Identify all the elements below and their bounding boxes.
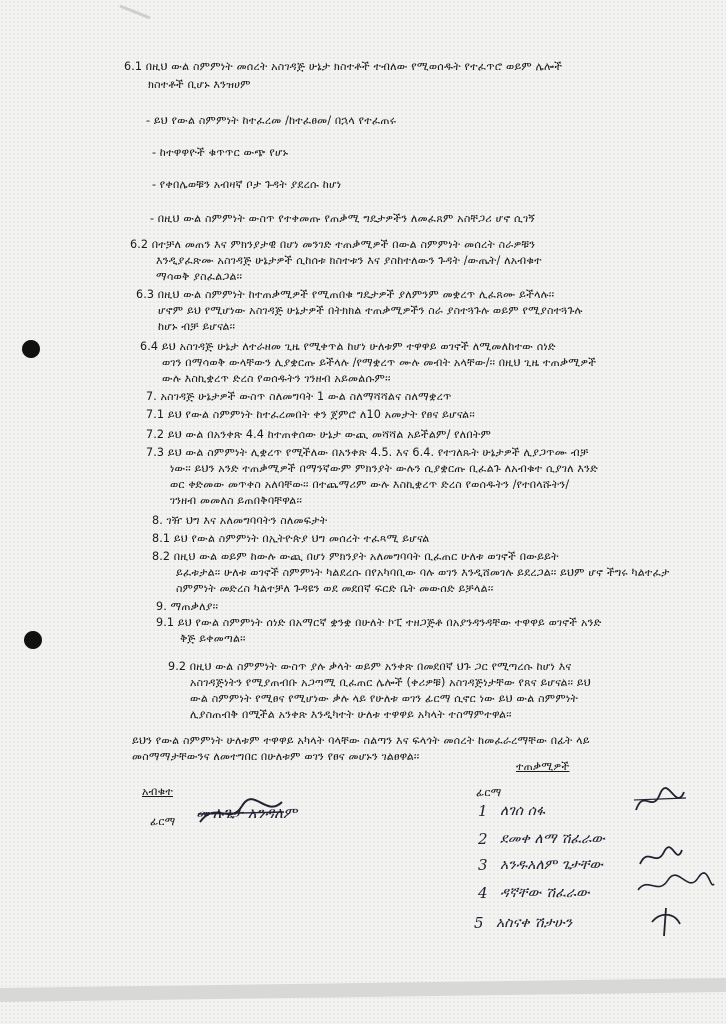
clause-6-2: 6.2 በተቻለ መጠን እና ምክንያታዊ በሆነ መንገድ ተጠቃሚዎች በውል ስምምነት መሰረት ስራዎቹን — [130, 238, 536, 251]
punch-hole-top — [22, 340, 40, 358]
handwritten-signature-left — [196, 796, 286, 830]
clause-8-2: 8.2 በዚህ ውል ወይም ከውሉ ውጪ በሆነ ምክንያት አለመግባባት ቢፈጠር ሁለቱ ወገኖች በውይይት — [152, 550, 559, 563]
signer-5-signature-mark — [646, 904, 686, 940]
signer-3-signature-mark — [636, 842, 686, 872]
signatory-right-label: ተጠቃሚዎች — [516, 760, 570, 773]
clause-7-3-cont-1: ነው፡፡ ይህን አንድ ተጠቃሚዎች በማንኛውም ምክንያት ውሉን ሲያቋርጡ ቢፈልጉ ለአብቁተ ሲያገለ እንድ — [170, 462, 598, 475]
signer-2-name: ደመቀ ለማ ሽፈራው — [500, 831, 605, 847]
signer-4-number: 4 — [478, 884, 488, 902]
clause-7-3: 7.3 ይህ ውል ስምምነት ሊቋረጥ የሚችለው በአንቀጽ 4.5. እና 6.4. የተገለጹት ሁኔታዎች ሊያጋጥሙ ብቻ — [146, 446, 589, 459]
clause-7-3-cont-2: ወር ቀድመው መጥቀስ አለባቸው፡፡ በተጨማሪም ውሉ እስኪቋረጥ ድረስ የወሰዱትን /የተበላሹትን/ — [170, 478, 570, 491]
bullet-1: - ይህ የውል ስምምነት ከተፈረመ /ከተፈፀመ/ በኋላ የተፈጠሩ — [146, 114, 397, 127]
bullet-2: - ከተዋዋዮች ቁጥጥር ውጭ የሆኑ — [152, 146, 289, 159]
signer-4-signature-mark — [634, 870, 718, 900]
signer-2-number: 2 — [478, 830, 488, 848]
clause-6-4-cont-2: ውሉ እስኪቋረጥ ድረስ የወሰዱትን ገንዘብ አይመልሱም፡፡ — [162, 372, 391, 385]
clause-6-3: 6.3 በዚህ ውል ስምምነት ከተጠቃሚዎች የሚጠበቁ ግዴታዎች ያለምንም መቋረጥ ሊፈጸሙ ይችላሉ፡፡ — [136, 288, 555, 301]
signatory-left-signature: ሙሉጌታ አንዳለም — [196, 804, 298, 822]
clause-6-3-cont-1: ሆኖም ይህ የሚሆነው አስገዳጅ ሁኔታዎች በትክክል ተጠቃሚዎችን ስራ ያስተጓጉሉ ወይም የሚያስተጓጉሉ — [158, 304, 583, 317]
clause-6-1-cont: ክስተቶች ቢሆኑ እንዝሀም — [148, 78, 251, 91]
signer-4-name: ዳኛቸው ሽፈራው — [500, 885, 590, 901]
signer-1-number: 1 — [478, 802, 488, 820]
clause-6-1: 6.1 በዚህ ውል ስምምነት መሰረት አስገዳጅ ሁኔታ ክስተቶች ተብለው የሚወሰዱት የተፈጥሮ ወይም ሌሎች — [124, 60, 563, 73]
clause-9-2: 9.2 በዚህ ውል ስምምነት ውስጥ ያሉ ቃላት ወይም አንቀጽ በመደበኛ ህጉ ጋር የሚጣረሱ ከሆነ እና — [168, 660, 572, 673]
bullet-3: - የቀበሌወቹን አብዛኛ ቦታ ጉዳት ያደረሱ ከሆነ — [152, 178, 342, 191]
clause-6-2-cont-1: እንዲያፈጽሙ አስገዳጅ ሁኔታዎች ሲከሰቱ ክስተቱን እና ያስከተለውን ጉዳት /ውጤት/ ለአብቁተ — [156, 254, 542, 267]
signatory-right-sign-label: ፊርማ — [476, 786, 502, 799]
section-9: 9. ማጠቃለያ፡፡ — [156, 600, 219, 613]
punch-hole-bottom — [24, 631, 42, 649]
closing-statement-cont: መስማማታቸውንና ለመተግበር በሁለቱም ወገን የፀና መሆኑን ገልፀዋል፡፡ — [132, 750, 420, 763]
clause-8-2-cont-2: ስምምነት መድረስ ካልተቻለ ጉዳዩን ወደ መደበኛ ፍርድ ቤት መውሰድ ይቻላል፡፡ — [176, 582, 494, 595]
clause-8-1: 8.1 ይህ የውል ስምምነት በኢትዮጵያ ህግ መሰረት ተፈጻሚ ይሆናል — [152, 532, 430, 545]
closing-statement: ይህን የውል ስምምነት ሁለቱም ተዋዋይ አካላት ባላቸው ስልጣን እና ፍላጎት መሰረት ከመፈራረማቸው በፊት ላይ — [132, 734, 590, 747]
clause-7-2: 7.2 ይህ ውል በአንቀጽ 4.4 ከተጠቀሰው ሁኔታ ውጪ መሻሻል አይችልም/ የለበትም — [146, 428, 492, 441]
signer-1-name: ለገሰ ሰፋ — [500, 803, 546, 819]
clause-8-2-cont-1: ይፈቱታል፡፡ ሁለቱ ወገኖች ስምምነት ካልደረሱ በየአካባቢው ባሉ ወገን እንዲሸመገሉ ይደረጋል፡፡ ይህም ሆኖ ችግሩ ካልተፈታ — [176, 566, 670, 579]
clause-6-4: 6.4 ይህ አስገዳጅ ሁኔታ ለተራዘመ ጊዜ የሚቀጥል ከሆነ ሁለቱም ተዋዋይ ወገኖች ለሚመለከተው ሰነድ — [140, 340, 556, 353]
signer-1-signature-mark — [630, 786, 690, 816]
bullet-4: - በዚህ ውል ስምምነት ውስጥ የተቀመጡ የጠቃሚ ግዴታዎችን ለመፈጸም አስቸጋሪ ሆኖ ሲገኝ — [150, 212, 536, 225]
clause-7-1: 7.1 ይህ የውል ስምምነት ከተፈረመበት ቀን ጀምሮ ለ10 አመታት የፀና ይሆናል፡፡ — [146, 408, 475, 421]
clause-9-2-cont-2: ውል ስምምነት የሚፀና የሚሆነው ቃሉ ላይ የሁለቱ ወገን ፊርማ ሲኖር ነው ይህ ውል ስምምነት — [190, 692, 579, 705]
signer-3-name: አንዱአለም ጌታቸው — [500, 857, 603, 873]
signatory-left-sign-label: ፊርማ — [150, 815, 176, 828]
clause-9-2-cont-3: ሊያስጠብቅ በሚችል አንቀጽ እንዲካተት ሁለቱ ተዋዋይ አካላት ተስማምተዋል፡፡ — [190, 708, 512, 721]
clause-9-1-cont: ቅጅ ይቀመጣል፡፡ — [180, 632, 246, 645]
signer-5-number: 5 — [474, 914, 484, 932]
clause-6-3-cont-2: ከሆኑ ብቻ ይሆናል፡፡ — [158, 320, 236, 333]
signer-3-number: 3 — [478, 856, 488, 874]
section-8: 8. ገዥ ህግ እና አለመግባባትን ስለመፍታት — [152, 514, 328, 527]
signatory-left-label: አብቁተ — [142, 785, 173, 798]
clause-9-1: 9.1 ይህ የውል ስምምነት ሰነድ በአማርኛ ቋንቋ በሁለት ኮፒ ተዘጋጅቶ በአያንዳንዳቸው ተዋዋይ ወገኖች አንድ — [156, 616, 602, 629]
clause-6-2-cont-2: ማሳወቅ ያስፈልጋል፡፡ — [156, 270, 243, 283]
clause-9-2-cont-1: አስገዳጅነትን የሚያጠብቡ አጋጣሚ ቢፈጠር ሌሎች (ቀሪዎቹ) አስገዳጅነታቸው የጸና ይሆናል፡፡ ይህ — [190, 676, 591, 689]
section-7: 7. አስገዳጅ ሁኔታዎች ውስጥ ስለመግባት 1 ውል ስለማሻሻልና ስለማቋረጥ — [146, 390, 452, 403]
clause-6-4-cont-1: ወገን በማሳወቅ ውላቸውን ሊያቋርጡ ይችላሉ /የማቋረጥ ሙሉ መብት አላቸው/፡፡ በዚህ ጊዜ ተጠቃሚዎች — [162, 356, 597, 369]
signer-5-name: አስናቀ ሽታሁን — [496, 915, 573, 931]
clause-7-3-cont-3: ገንዘብ መመለስ ይጠበቅባቸዋል፡፡ — [170, 494, 302, 507]
